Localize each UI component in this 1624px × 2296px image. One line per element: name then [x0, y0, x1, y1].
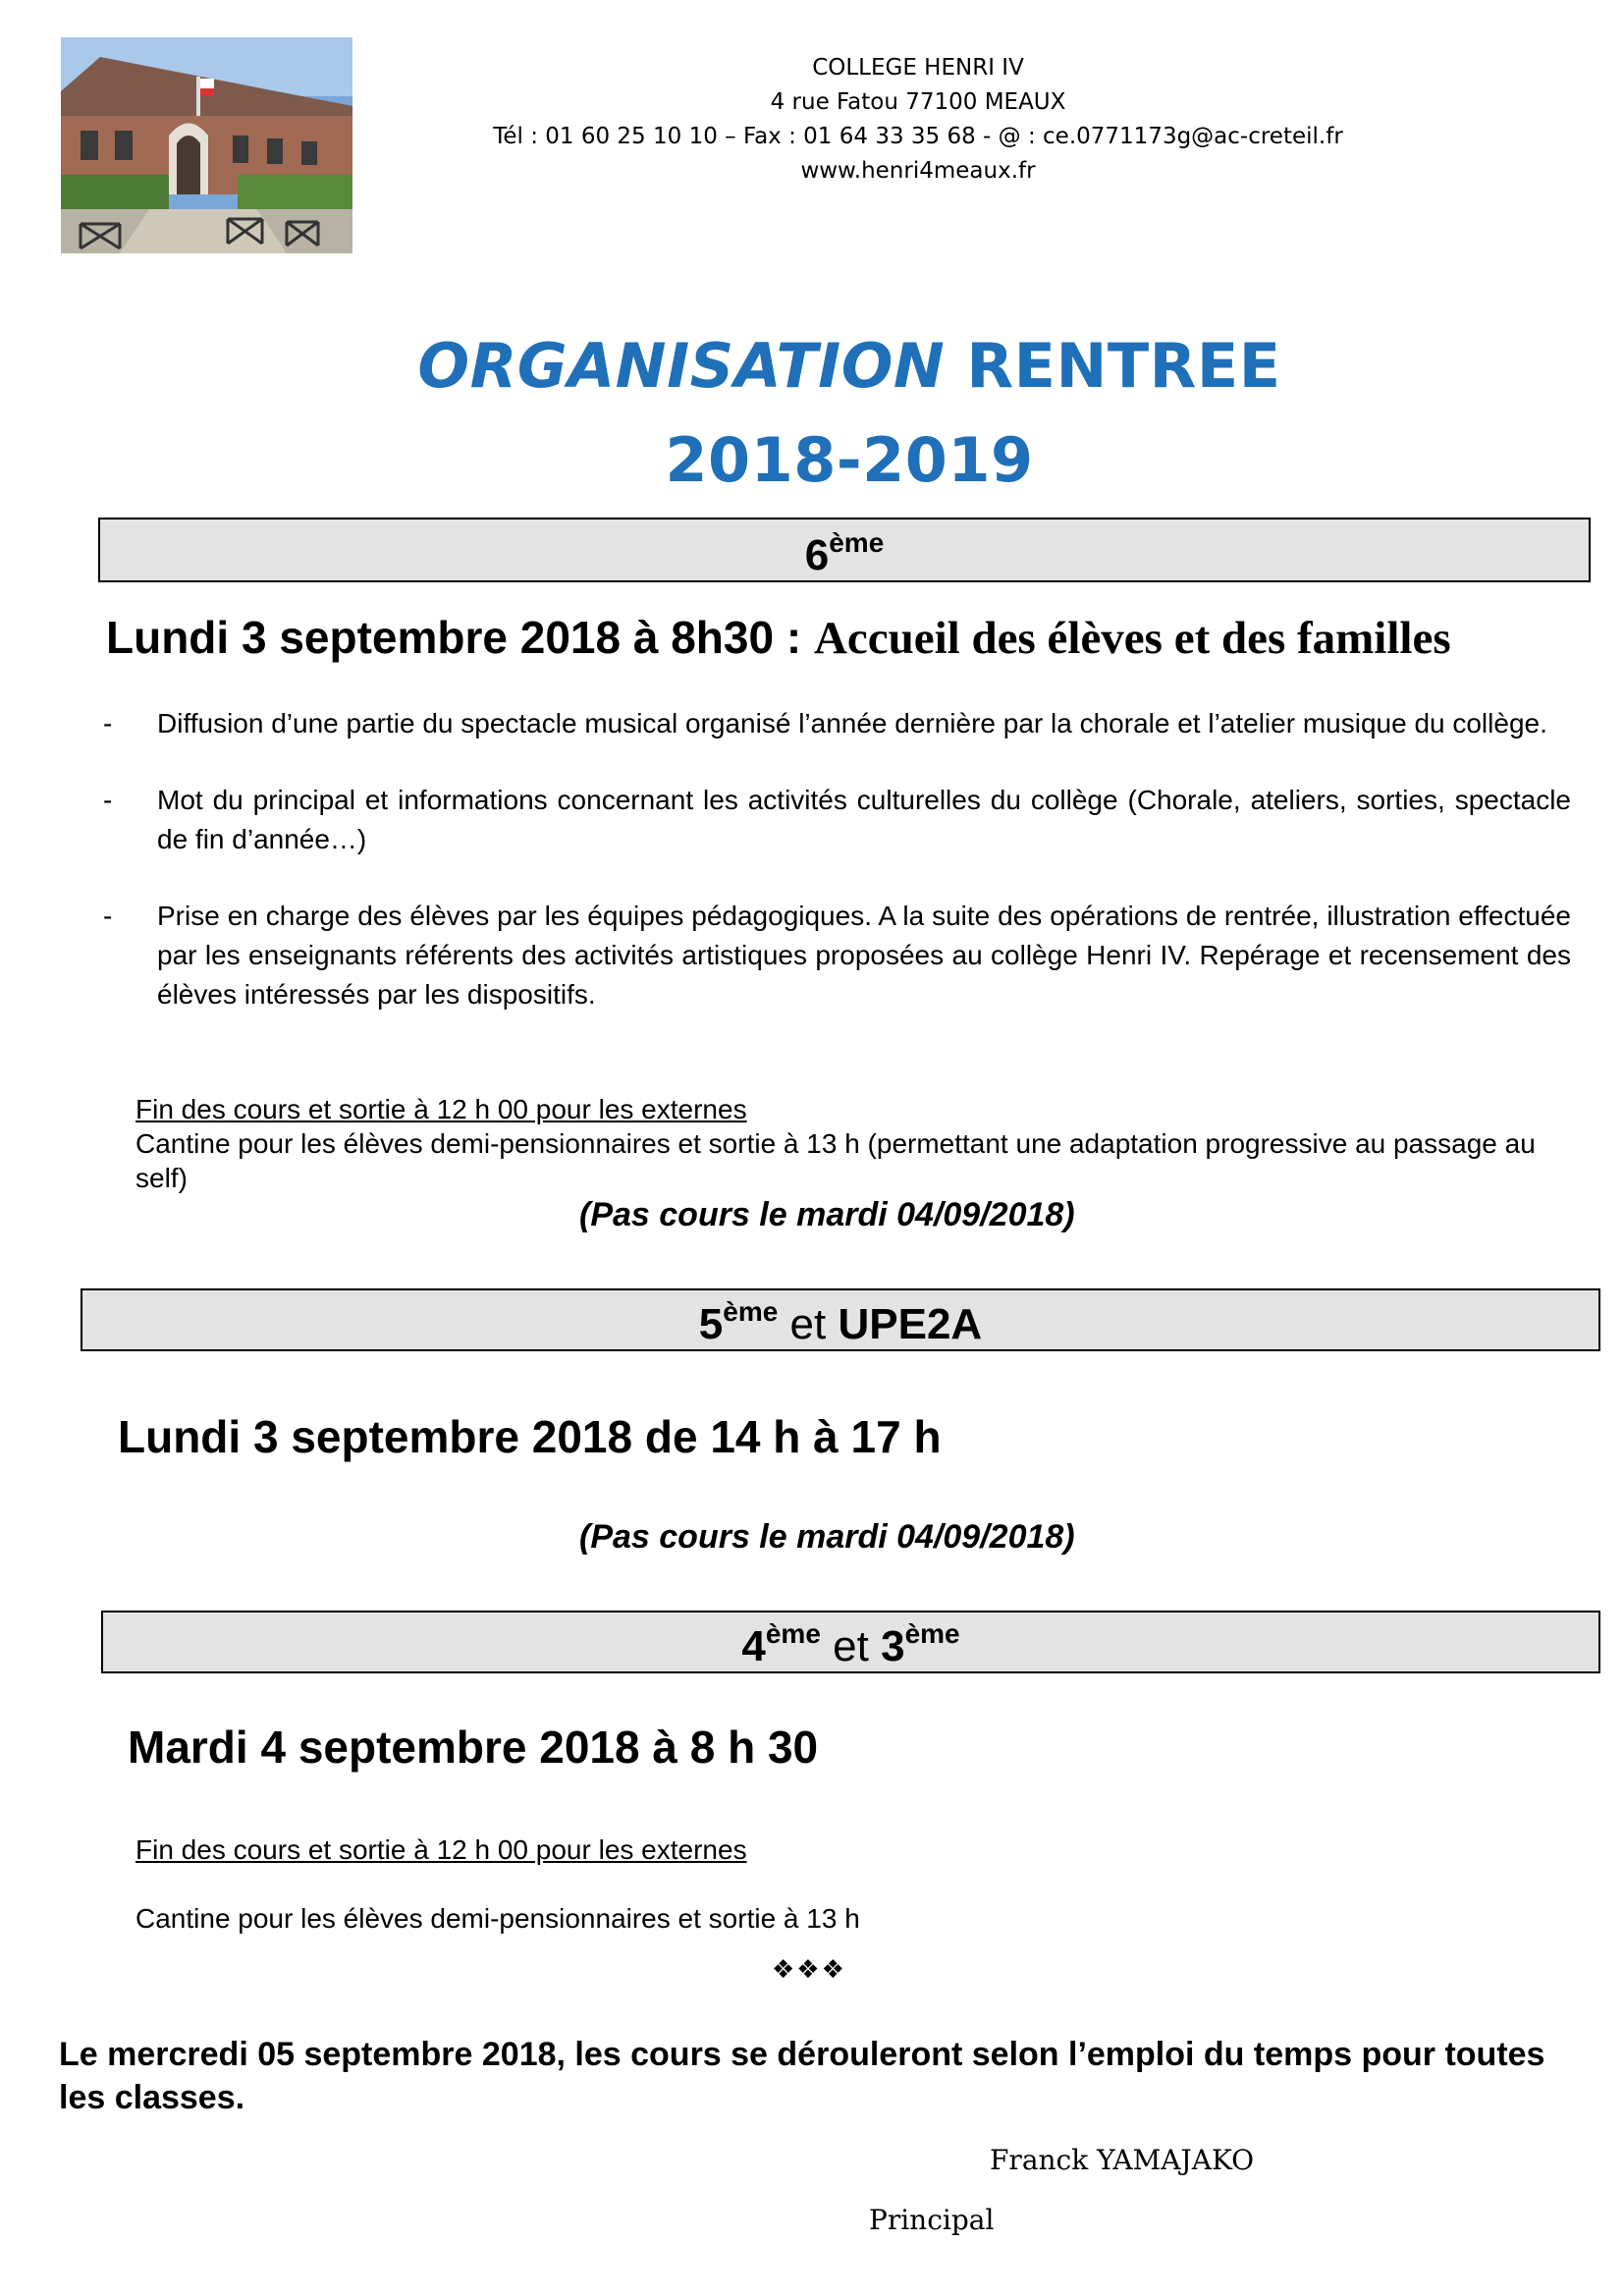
section-level: 4	[741, 1622, 766, 1670]
section-level-sup: ème	[904, 1618, 960, 1649]
section-level-sup: ème	[829, 527, 885, 558]
section-connector: et	[789, 1300, 827, 1348]
section-level: 5	[698, 1300, 724, 1348]
section6-lead	[106, 611, 1451, 665]
section43-externes: Fin des cours et sortie à 12 h 00 pour les externes	[135, 1834, 747, 1865]
section6-note: (Pas cours le mardi 04/09/2018)	[579, 1196, 1075, 1233]
section-level: 3	[881, 1622, 905, 1670]
section-bar-4eme-3eme	[101, 1611, 1600, 1673]
section-level-sup: ème	[765, 1618, 821, 1649]
list-item: - Diffusion d’une partie du spectacle musical organisé l’année dernière par la chorale et l’atelier musique du collège.	[103, 708, 1547, 738]
school-contact: Tél : 01 60 25 10 10 – Fax : 01 64 33 35 68 - @ : ce.0771173g@ac-creteil.fr	[493, 124, 1343, 149]
section-level: 6	[804, 531, 830, 579]
title-word-organisation: ORGANISATION	[417, 330, 946, 402]
title-year: 2018-2019	[665, 424, 1034, 496]
section6-lead-date: Lundi 3 septembre 2018 à 8h30 :	[106, 612, 802, 663]
final-note: Le mercredi 05 septembre 2018, les cours se dérouleront selon l’emploi du temps pour toutes les classes.	[59, 2036, 1545, 2116]
separator-ornament: ❖❖❖	[772, 1954, 846, 1984]
list-item: - Mot du principal et informations concernant les activités culturelles du collège (Chorale, ateliers, sorties, spectacle de fin d’année…)	[103, 785, 1571, 854]
section5-note: (Pas cours le mardi 04/09/2018)	[579, 1518, 1075, 1556]
signature-role: Principal	[869, 2204, 995, 2236]
title-word-rentree: RENTREE	[966, 330, 1281, 402]
section5-lead: Lundi 3 septembre 2018 de 14 h à 17 h	[118, 1411, 942, 1462]
section-bar-6eme	[98, 518, 1591, 582]
school-header	[432, 51, 1404, 189]
school-name: COLLEGE HENRI IV	[812, 55, 1024, 81]
school-photo	[61, 37, 352, 253]
section-connector: et	[833, 1622, 869, 1670]
school-website: www.henri4meaux.fr	[800, 158, 1036, 184]
list-item: - Prise en charge des élèves par les équipes pédagogiques. A la suite des opérations de rentrée, illustration effectuée par les enseignants référents des activités artistiques proposées au collège Henri IV. Repérage et recensement des élèves intéressés par les dispositifs.	[103, 901, 1571, 1010]
school-address: 4 rue Fatou 77100 MEAUX	[770, 89, 1066, 115]
section-level-sup: ème	[723, 1296, 779, 1327]
signature-name: Franck YAMAJAKO	[990, 2144, 1255, 2176]
section6-externes: Fin des cours et sortie à 12 h 00 pour les externes	[135, 1094, 747, 1124]
section-extra: UPE2A	[838, 1300, 983, 1348]
section6-bullet-list	[103, 704, 1571, 1052]
page-title	[295, 319, 1404, 508]
section43-cantine: Cantine pour les élèves demi-pensionnaires et sortie à 13 h	[135, 1903, 860, 1934]
section6-cantine: Cantine pour les élèves demi-pensionnaires et sortie à 13 h (permettant une adaptation progressive au passage au self)	[135, 1128, 1536, 1193]
section43-lead: Mardi 4 septembre 2018 à 8 h 30	[128, 1722, 819, 1773]
section-bar-5eme	[81, 1288, 1600, 1351]
section6-lead-title: Accueil des élèves et des familles	[813, 613, 1451, 664]
